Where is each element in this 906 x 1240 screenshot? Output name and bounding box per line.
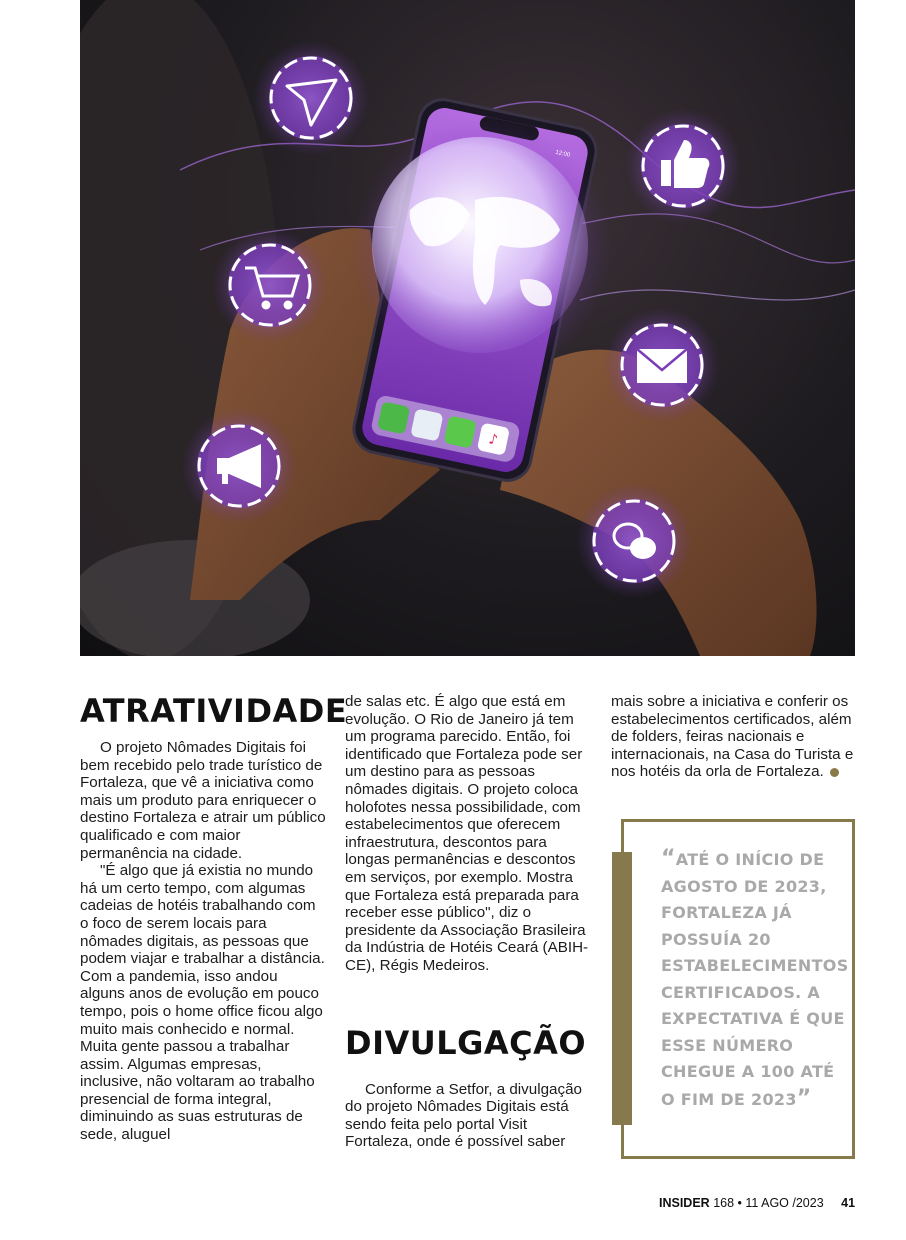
light-streak	[580, 290, 855, 300]
pull-quote	[661, 846, 849, 1113]
pull-quote-text: ATÉ O INÍCIO DE AGOSTO DE 2023, FORTALEZA JÁ POSSUÍA 20 ESTABELECIMENTOS CERTIFICADOS. A EXPECTATIVA É QUE ESSE NÚMERO CHEGUE A 100 ATÉ O FIM DE 2023	[661, 850, 849, 1109]
paragraph: de salas etc. É algo que está em evolução. O Rio de Janeiro já tem um programa parecido. Então, foi identificado que Fortaleza pode ser um destino para as pessoas nômades digitais. O projeto coloca holofotes nessa possibilidade, com estabelecimentos que oferecem infraestrutura, descontos para longas permanências e descontos em serviços, por exemplo. Mostra que Fortaleza está preparada para receber esse público", diz o presidente da Associação Brasileira da Indústria de Hotéis Ceará (ABIH-CE), Régis Medeiros.	[345, 693, 589, 974]
paragraph-text: mais sobre a iniciativa e conferir os estabelecimentos certificados, além de folders, feiras nacionais e internacionais, na Casa do Turista e nos hotéis da orla de Fortaleza.	[611, 693, 854, 781]
thumbs-up-icon-bubble	[625, 108, 741, 224]
paragraph: Conforme a Setfor, a divulgação do projeto Nômades Digitais está sendo feita pelo portal Visit Fortaleza, onde é possível saber	[345, 1080, 582, 1151]
paragraph: "É algo que já existia no mundo há um certo tempo, com algumas cadeias de hotéis trabalhando com o foco de serem locais para nômades digitais, as pessoas que podem viajar e trabalhar a distância. Com a pandemia, isso andou alguns anos de evolução em pouco tempo, pois o home office ficou algo muito mais conhecido e normal. Muita gente passou a trabalhar assim. Algumas empresas, inclusive, não voltaram ao trabalho presencial de forma integral, diminuindo as suas estruturas de sede, aluguel	[80, 862, 325, 1144]
hero-illustration	[80, 0, 855, 656]
magazine-name: INSIDER	[659, 1196, 710, 1210]
paragraph	[611, 693, 857, 781]
mail-icon-bubble	[604, 307, 720, 423]
phone-app-icon	[377, 401, 410, 434]
messages-app-icon	[444, 415, 477, 448]
mail-icon	[637, 349, 687, 383]
shopping-cart-icon-bubble	[212, 227, 328, 343]
article-column-3	[611, 693, 857, 781]
open-quote-mark: “	[661, 846, 676, 871]
megaphone-icon-bubble	[181, 408, 297, 524]
article-column-1	[80, 692, 348, 1144]
svg-text:♪: ♪	[487, 431, 500, 449]
end-of-article-icon	[830, 768, 839, 777]
pull-quote-accent-bar	[612, 852, 632, 1125]
section-title-divulgacao: DIVULGAÇÃO	[345, 1023, 587, 1062]
page-number: 41	[841, 1196, 856, 1210]
paragraph: O projeto Nômades Digitais foi bem recebido pelo trade turístico de Fortaleza, que vê a iniciativa como mais um produto para enriquecer o destino Fortaleza e atrair um público qualificado e com maior permanência na cidade.	[80, 739, 326, 862]
issue-info: 168 • 11 AGO /2023	[713, 1196, 824, 1210]
hero-photo	[80, 0, 855, 656]
browser-app-icon	[410, 408, 443, 441]
close-quote-mark: ”	[796, 1085, 812, 1111]
chat-bubbles-icon-bubble	[576, 483, 692, 599]
section-title-atratividade: ATRATIVIDADE	[80, 692, 348, 730]
send-icon-bubble	[253, 40, 369, 156]
page-footer	[659, 1196, 859, 1210]
article-column-2	[345, 693, 593, 1151]
